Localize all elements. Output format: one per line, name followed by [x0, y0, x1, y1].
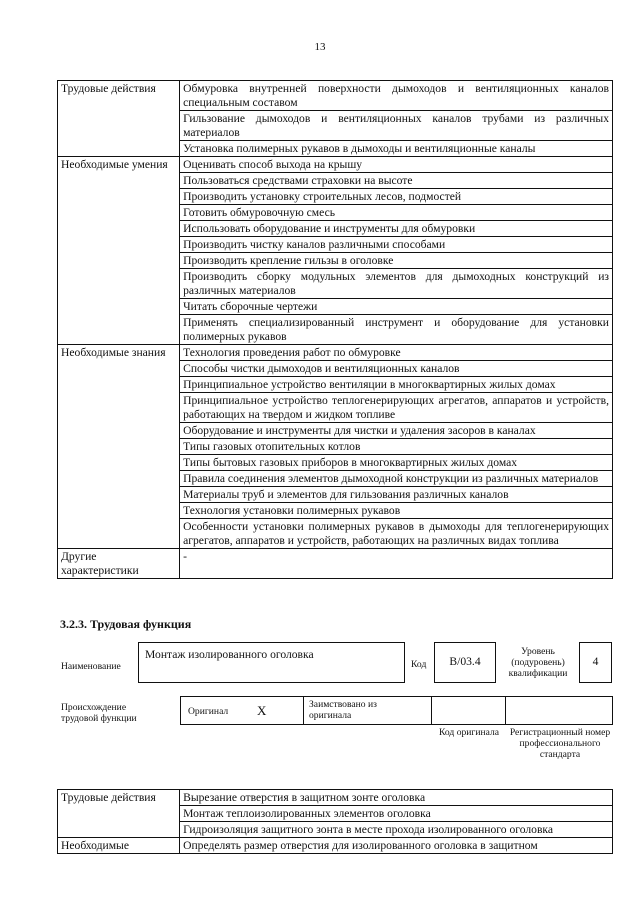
table-row: [58, 157, 613, 173]
requirement-item: Материалы труб и элементов для гильзования различных каналов: [180, 487, 613, 503]
requirement-item: Гидроизоляция защитного зонта в месте прохода изолированного оголовка: [180, 822, 613, 838]
requirement-item: Вырезание отверстия в защитном зонте оголовка: [180, 790, 613, 806]
divider: [303, 697, 304, 724]
requirement-item: Читать сборочные чертежи: [180, 299, 613, 315]
original-mark: X: [257, 703, 267, 718]
section-label: Необходимые умения: [58, 157, 180, 345]
requirement-item: Принципиальное устройство теплогенерирующих агрегатов, аппаратов и устройств, работающих на твердом и жидком топливе: [180, 393, 613, 423]
original-label: Оригинал: [188, 706, 229, 717]
level-label: Уровень (подуровень) квалификации: [508, 646, 568, 679]
section-label: Другие характеристики: [58, 549, 180, 579]
requirement-item: -: [180, 549, 613, 579]
requirement-item: Производить установку строительных лесов, подмостей: [180, 189, 613, 205]
level-box: [579, 642, 612, 683]
level-value: 4: [592, 655, 599, 668]
borrowed-label: Заимствовано из оригинала: [309, 699, 377, 721]
requirement-item: Типы бытовых газовых приборов в многоквартирных жилых домах: [180, 455, 613, 471]
requirement-item: Оценивать способ выхода на крышу: [180, 157, 613, 173]
page-number: 13: [314, 41, 326, 53]
function-name-value: Монтаж изолированного оголовка: [145, 648, 314, 661]
requirement-item: Готовить обмуровочную смесь: [180, 205, 613, 221]
function-name-box: [138, 642, 405, 683]
requirement-item: Определять размер отверстия для изолированного оголовка в защитном: [180, 838, 613, 854]
origin-label: Происхождение трудовой функции: [61, 702, 137, 724]
requirement-item: Обмуровка внутренней поверхности дымоходов и вентиляционных каналов специальным составом: [180, 81, 613, 111]
code-label: Код: [411, 659, 427, 670]
table-row: [58, 790, 613, 806]
section-label: Необходимые: [58, 838, 180, 854]
code-value: B/03.4: [449, 655, 481, 668]
function-requirements-table: [57, 789, 613, 854]
requirement-item: Оборудование и инструменты для чистки и удаления засоров в каналах: [180, 423, 613, 439]
table-row: [58, 81, 613, 111]
requirement-item: Технология установки полимерных рукавов: [180, 503, 613, 519]
divider: [505, 697, 506, 724]
requirement-item: Принципиальное устройство вентиляции в многоквартирных жилых домах: [180, 377, 613, 393]
requirement-item: Установка полимерных рукавов в дымоходы и вентиляционные каналы: [180, 141, 613, 157]
requirement-item: Монтаж теплоизолированных элементов оголовка: [180, 806, 613, 822]
requirement-item: Типы газовых отопительных котлов: [180, 439, 613, 455]
table-row: [58, 345, 613, 361]
section-label: Трудовые действия: [58, 81, 180, 157]
requirements-table: [57, 80, 613, 579]
requirement-item: Особенности установки полимерных рукавов в дымоходы для теплогенерирующих агрегатов, аппаратов и устройств, работающих на различных видах топлива: [180, 519, 613, 549]
requirement-item: Технология проведения работ по обмуровке: [180, 345, 613, 361]
requirement-item: Производить чистку каналов различными способами: [180, 237, 613, 253]
requirement-item: Производить сборку модульных элементов для дымоходных конструкций из различных материалов: [180, 269, 613, 299]
origin-row: [180, 696, 613, 725]
requirement-item: Гильзование дымоходов и вентиляционных каналов трубами из различных материалов: [180, 111, 613, 141]
section-title: 3.2.3. Трудовая функция: [60, 617, 192, 631]
requirement-item: Использовать оборудование и инструменты для обмуровки: [180, 221, 613, 237]
section-label: Трудовые действия: [58, 790, 180, 838]
requirement-item: Правила соединения элементов дымоходной конструкции из различных материалов: [180, 471, 613, 487]
code-box: [434, 642, 496, 683]
divider: [431, 697, 432, 724]
table-row: [58, 549, 613, 579]
name-label: Наименование: [61, 661, 121, 672]
origin-code-label: Код оригинала: [438, 727, 500, 738]
requirement-item: Производить крепление гильзы в оголовке: [180, 253, 613, 269]
section-label: Необходимые знания: [58, 345, 180, 549]
requirement-item: Применять специализированный инструмент и оборудование для установки полимерных рукавов: [180, 315, 613, 345]
table-row: [58, 838, 613, 854]
reg-number-label: Регистрационный номер профессионального стандарта: [509, 727, 611, 760]
requirement-item: Способы чистки дымоходов и вентиляционных каналов: [180, 361, 613, 377]
requirement-item: Пользоваться средствами страховки на высоте: [180, 173, 613, 189]
